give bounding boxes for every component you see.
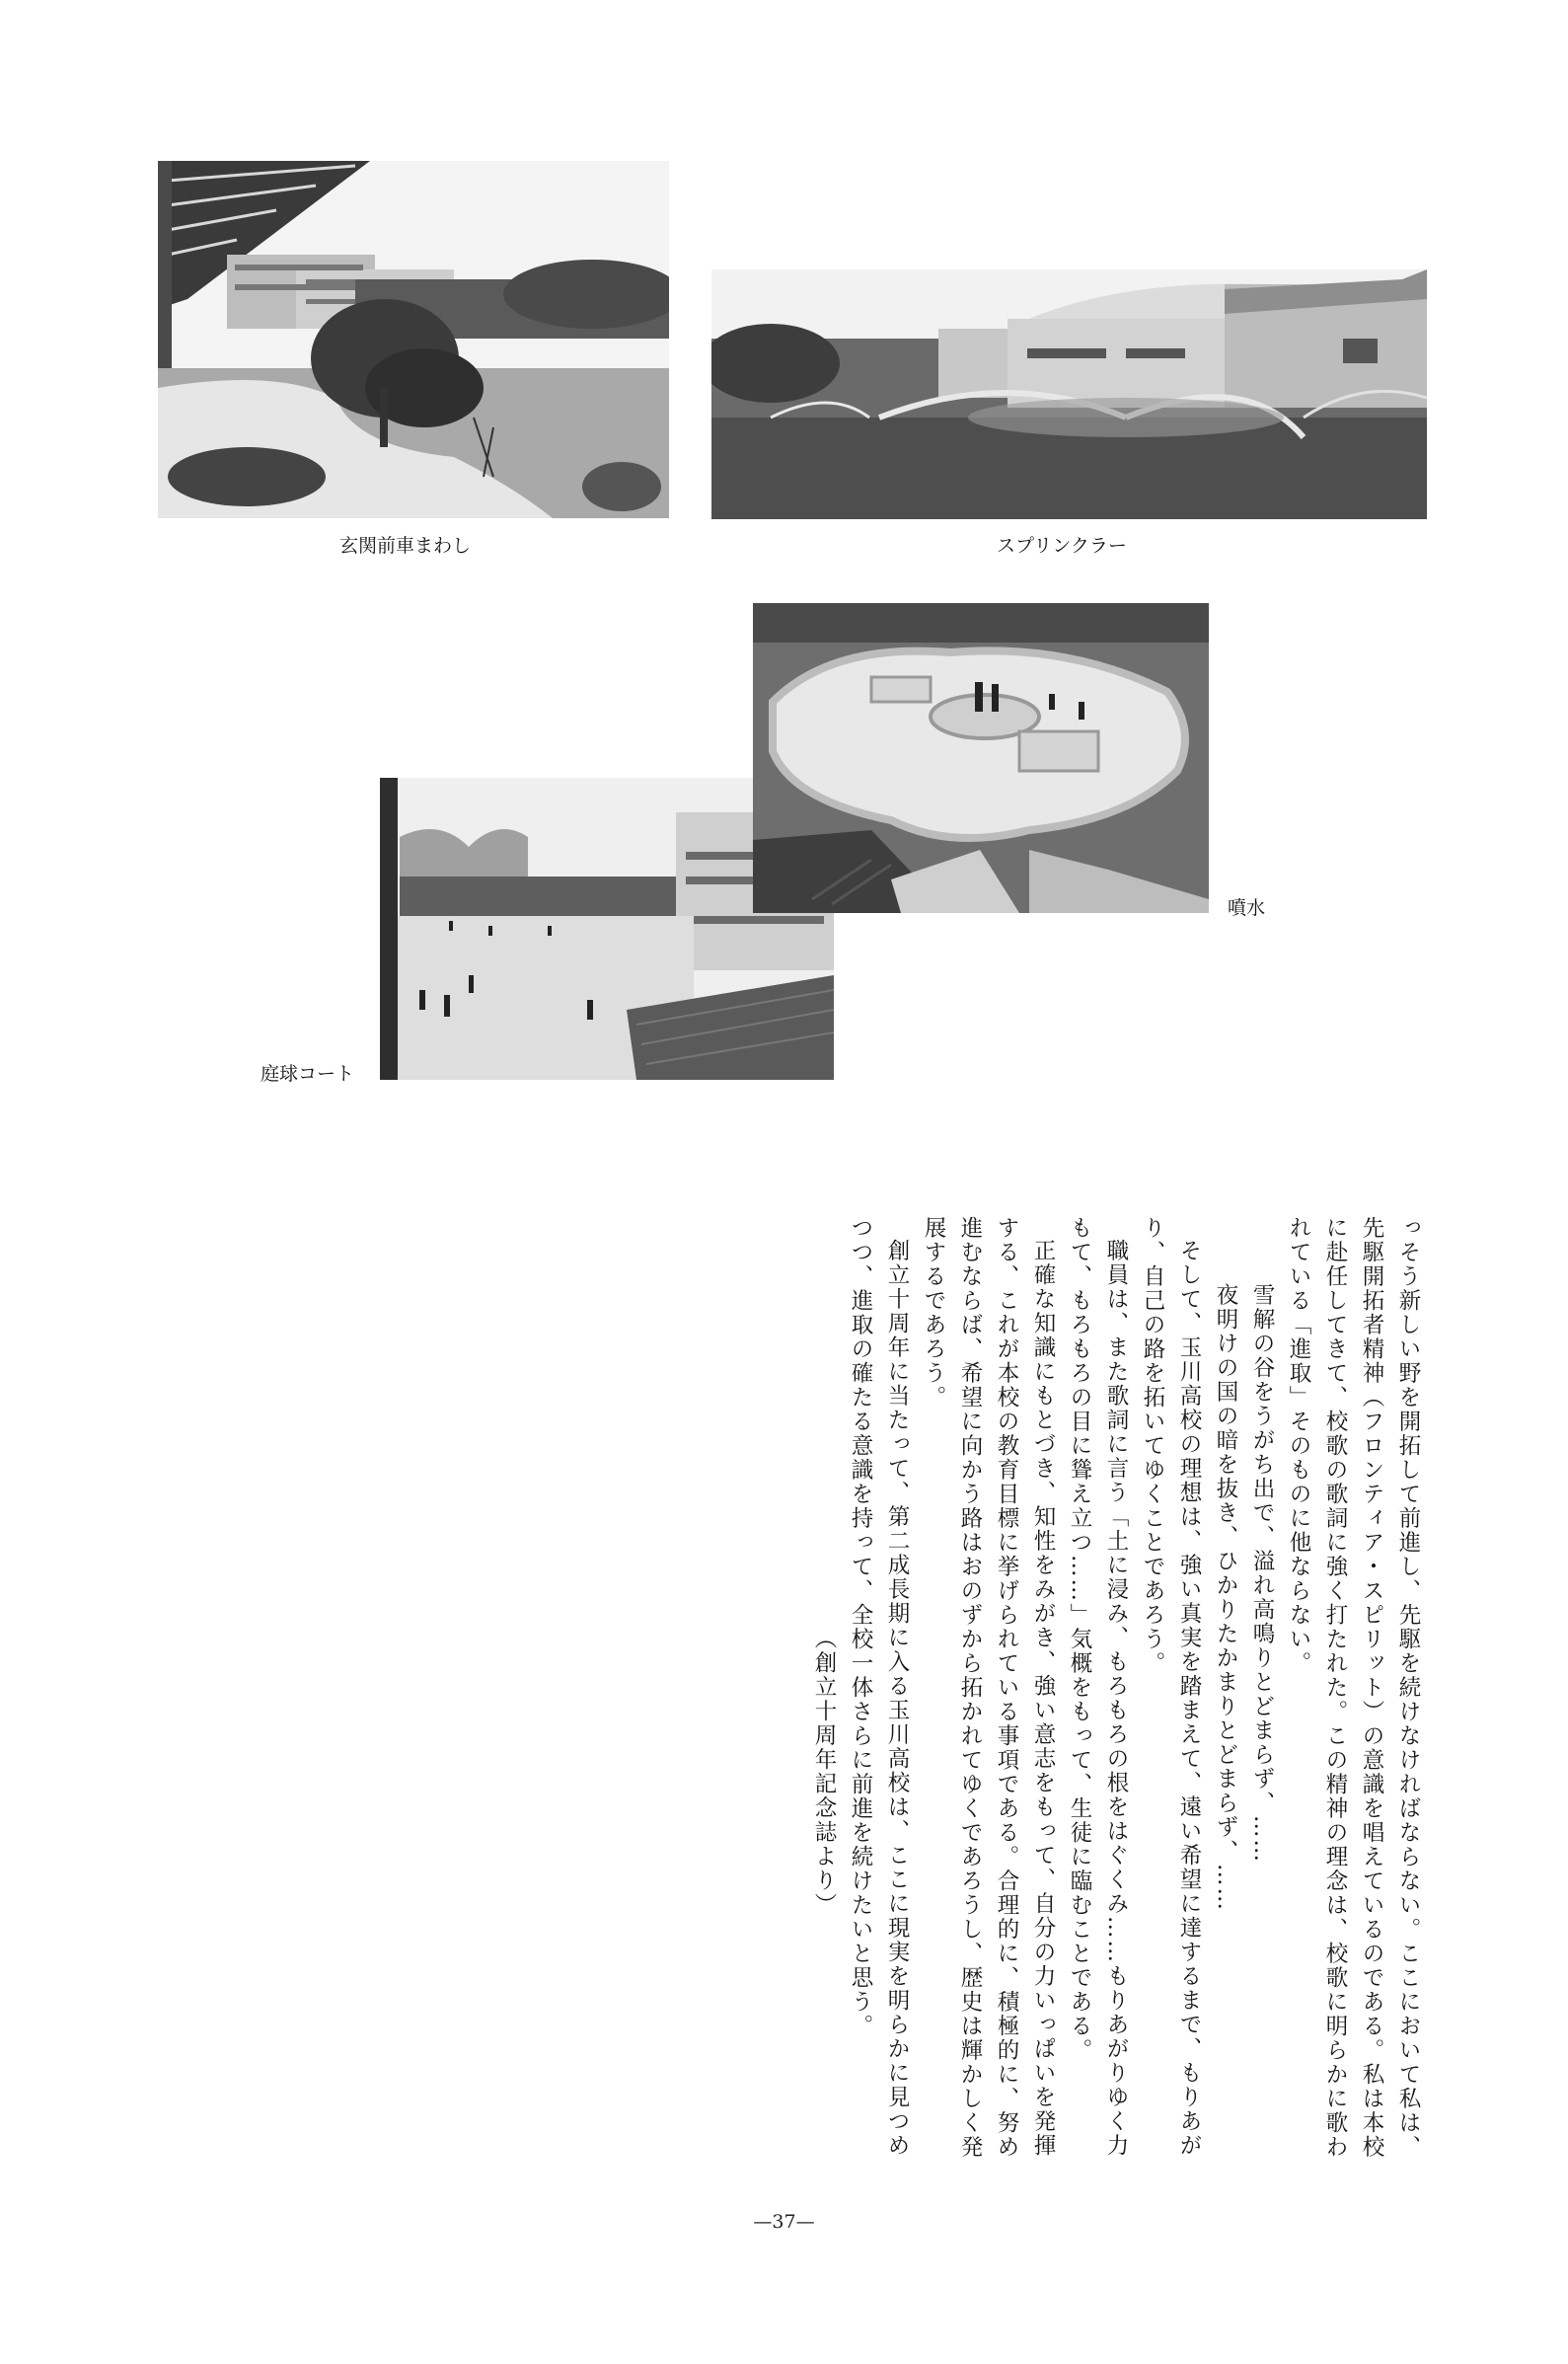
sprinkler-photo	[711, 269, 1427, 519]
page-number: —37—	[753, 2211, 815, 2233]
article-body	[805, 1216, 1426, 2164]
fountain-photo	[753, 603, 1209, 913]
tennis-court-photo-caption: 庭球コート	[261, 1063, 355, 1085]
article-source-note: （創立十周年記念誌より）	[811, 1627, 837, 1918]
article-paragraph-6: 正確な知識にもとづき、知性をみがき、強い意志をもって、自分の力いっぱいを発揮する、これが本校の教育目標に挙げられている事項である。合理的に、積極的に、努め進むならば、希望に向かう路はおのずから拓かれてゆくであろうし、歴史は輝かしく発展するであろう。	[921, 1216, 1056, 2160]
entrance-photo	[158, 161, 669, 518]
entrance-photo-caption: 玄関前車まわし	[339, 535, 472, 557]
article-paragraph-7: 創立十周年に当たって、第二成長期に入る玉川高校は、ここに現実を明らかに見つめつつ、進取の確たる意識を持って、全校一体さらに前進を続けたいと思う。	[848, 1216, 910, 2158]
sprinkler-photo-caption: スプリンクラー	[997, 535, 1127, 557]
article-paragraph-4: そして、玉川高校の理想は、強い真実を踏まえて、遠い希望に達するまで、もりあがり、自己の路を拓いてゆくことであろう。	[1140, 1216, 1202, 2158]
article-paragraph-5: 職員は、また歌詞に言う「土に浸み、もろもろの根をはぐくみ……もりあがりゆく力もて、もろもろの目に聳え立つ……」気概をもって、生徒に臨むことである。	[1067, 1216, 1129, 2158]
article-paragraph-3: 夜明けの国の暗を抜き、ひかりたかまりとどまらず、……	[1213, 1282, 1238, 1912]
article-paragraph-1: っそう新しい野を開拓して前進し、先駆を続けなければならない。ここにおいて私は、先駆開拓者精神（フロンティア・スピリット）の意識を唱えているのである。私は本校に赴任してきて、校歌の歌詞に強く打たれた。この精神の理念は、校歌に明らかに歌われている「進取」そのものに他ならない。	[1286, 1216, 1421, 2160]
fountain-photo-caption: 噴水	[1228, 897, 1266, 919]
article-paragraph-2: 雪解の谷をうがち出で、溢れ高鳴りとどまらず、……	[1249, 1282, 1275, 1864]
